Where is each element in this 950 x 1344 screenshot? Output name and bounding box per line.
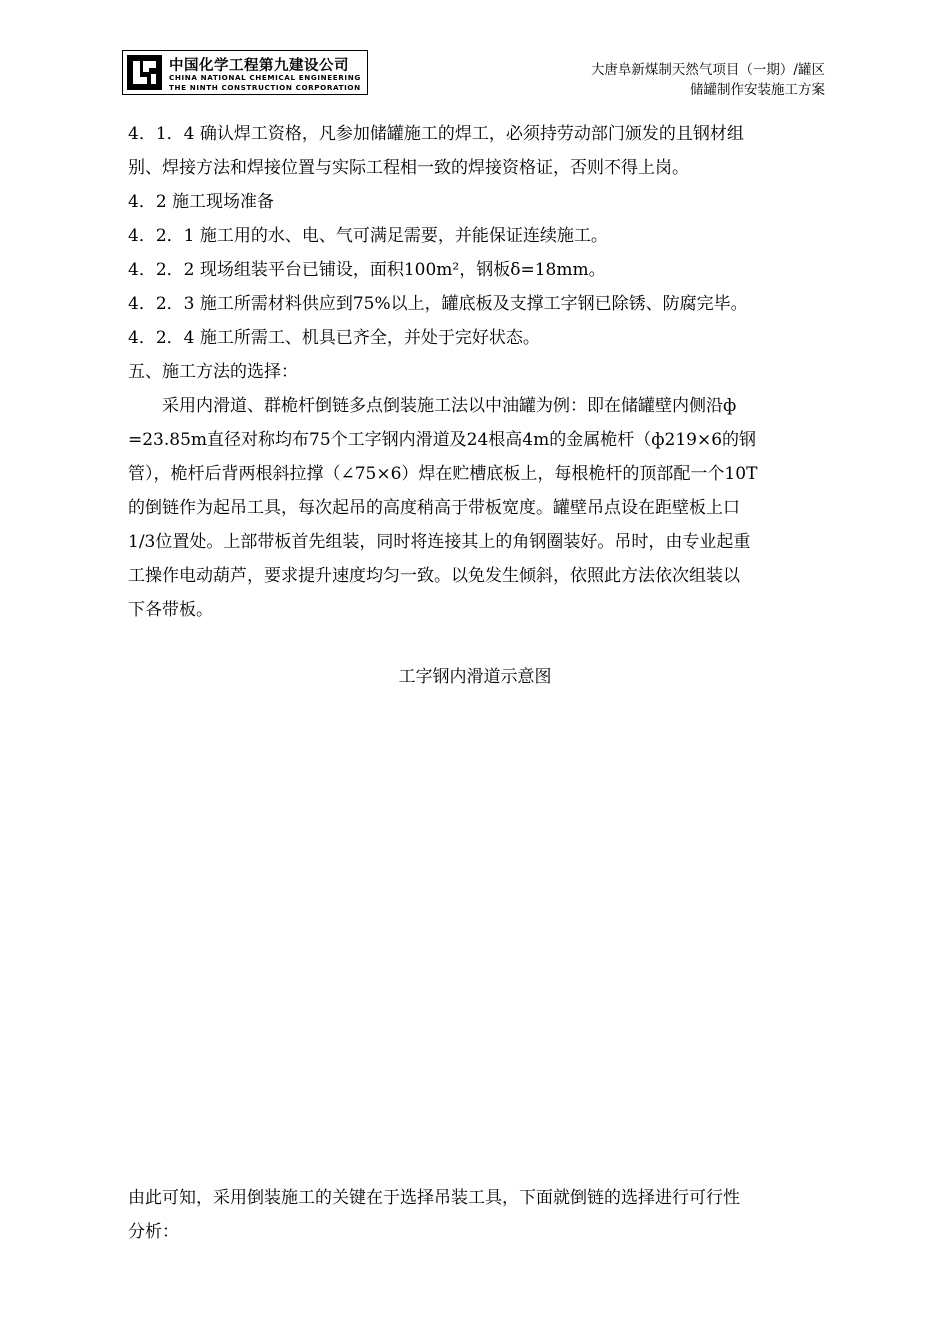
body-line: 管），桅杆后背两根斜拉撑（∠75×6）焊在贮槽底板上，每根桅杆的顶部配一个10T <box>128 464 758 484</box>
header-project-line1: 大唐阜新煤制天然气项目（一期）/罐区 <box>590 62 825 78</box>
body-line: 1/3位置处。上部带板首先组装，同时将连接其上的角钢圈装好。吊时，由专业起重 <box>128 532 751 552</box>
section-heading: 五、施工方法的选择： <box>128 362 298 382</box>
body-line: 由此可知，采用倒装施工的关键在于选择吊装工具，下面就倒链的选择进行可行性 <box>128 1188 740 1208</box>
header-project-line2: 储罐制作安装施工方案 <box>690 82 825 98</box>
body-text <box>128 117 828 627</box>
body-line: 4．1．4 确认焊工资格，凡参加储罐施工的焊工，必须持劳动部门颁发的且钢材组 <box>128 124 744 144</box>
logo-chinese-name: 中国化学工程第九建设公司 <box>169 58 349 74</box>
company-logo-icon <box>127 55 162 90</box>
closing-text <box>128 1181 828 1249</box>
header-project-info <box>591 60 825 100</box>
body-line: 4．2．2 现场组装平台已铺设，面积100m²，钢板δ=18mm。 <box>128 260 606 280</box>
body-line: =23.85m直径对称均布75个工字钢内滑道及24根高4m的金属桅杆（ф219×6的钢 <box>128 430 757 450</box>
body-line: 4．2 施工现场准备 <box>128 192 275 212</box>
body-line: 4．2．1 施工用的水、电、气可满足需要，并能保证连续施工。 <box>128 226 608 246</box>
company-logo <box>122 50 368 95</box>
body-line: 下各带板。 <box>128 600 213 620</box>
body-line: 分析： <box>128 1222 179 1242</box>
body-line: 工操作电动葫芦，要求提升速度均匀一致。以免发生倾斜，依照此方法依次组装以 <box>128 566 740 586</box>
body-line: 别、焊接方法和焊接位置与实际工程相一致的焊接资格证，否则不得上岗。 <box>128 158 689 178</box>
logo-english-line2: THE NINTH CONSTRUCTION CORPORATION <box>169 83 361 92</box>
figure-caption: 工字钢内滑道示意图 <box>398 667 552 687</box>
body-line: 4．2．3 施工所需材料供应到75%以上，罐底板及支撑工字钢已除锈、防腐完毕。 <box>128 294 748 314</box>
body-line: 采用内滑道、群桅杆倒链多点倒装施工法以中油罐为例：即在储罐壁内侧沿ф <box>128 396 737 416</box>
logo-english-line1: CHINA NATIONAL CHEMICAL ENGINEERING <box>169 73 361 82</box>
body-line: 的倒链作为起吊工具，每次起吊的高度稍高于带板宽度。罐壁吊点设在距壁板上口 <box>128 498 740 518</box>
body-line: 4．2．4 施工所需工、机具已齐全，并处于完好状态。 <box>128 328 540 348</box>
